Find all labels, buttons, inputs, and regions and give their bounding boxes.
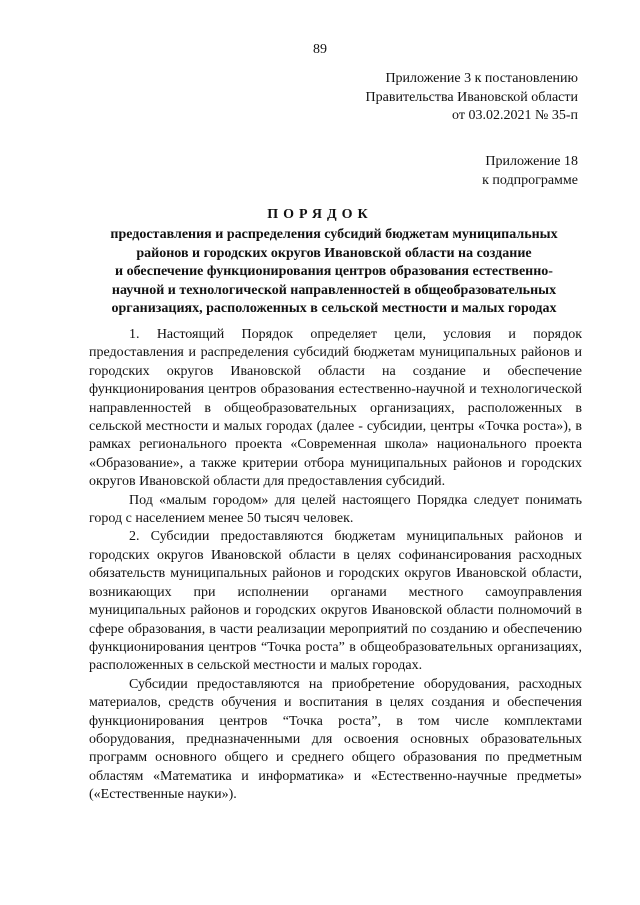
paragraph: 1. Настоящий Порядок определяет цели, условия и порядок предоставления и распределения субсидий бюджетам муниципальных районов и городских округов Ивановской области на создание и обеспечение функционирования центров образования естественно-научной и технологической направленностей в общеобразовательных организациях, расположенных в сельской местности и малых городах (далее - субсидии, центры «Точка роста»), в рамках регионального проекта «Современная школа» национального проекта «Образование», а также критерии отбора муниципальных районов и городских округов Ивановской области для предоставления субсидий. [89, 327, 582, 490]
document-title: ПОРЯДОК [267, 207, 373, 222]
subtitle-line: научной и технологической направленностей в общеобразовательных [111, 282, 557, 298]
paragraph: 2. Субсидии предоставляются бюджетам муниципальных районов и городских округов Ивановской области в целях софинансирования расходных обязательств муниципальных районов и городских округов Ивановской области, возникающих при исполнении органами местного самоуправления муниципальных районов и городских округов Ивановской области полномочий в сфере образования, в части реализации мероприятий по созданию и обеспечению функционирования центров “Точка роста” в общеобразовательных организациях, расположенных в сельской местности и малых городах. [89, 529, 582, 674]
paragraph: Под «малым городом» для целей настоящего Порядка следует понимать город с населением менее 50 тысяч человек. [89, 492, 582, 527]
document-subtitle [86, 226, 582, 319]
paragraph: Субсидии предоставляются на приобретение оборудования, расходных материалов, средств обучения и воспитания в целях создания и обеспечения функционирования центров “Точка роста”, в том числе комплектами оборудования, предназначенными для освоения основных образовательных программ основного общего и среднего общего образования по предметным областям «Математика и информатика» и «Естественно-научные предметы» («Естественные науки»). [89, 676, 582, 803]
subtitle-line: районов и городских округов Ивановской области на создание [136, 245, 532, 261]
subtitle-line: организациях, расположенных в сельской местности и малых городах [111, 301, 557, 316]
header-line: к подпрограмме [482, 172, 578, 188]
page-number: 89 [313, 42, 327, 57]
header-line: от 03.02.2021 № 35-п [452, 108, 578, 123]
document-body [89, 326, 582, 805]
subprogram-header [482, 153, 578, 190]
subtitle-line: и обеспечение функционирования центров образования естественно- [115, 264, 553, 279]
subtitle-line: предоставления и распределения субсидий бюджетам муниципальных [110, 227, 558, 242]
header-line: Приложение 18 [485, 154, 578, 169]
resolution-header [366, 70, 578, 126]
header-line: Приложение 3 к постановлению [385, 71, 578, 86]
header-line: Правительства Ивановской области [365, 89, 578, 105]
